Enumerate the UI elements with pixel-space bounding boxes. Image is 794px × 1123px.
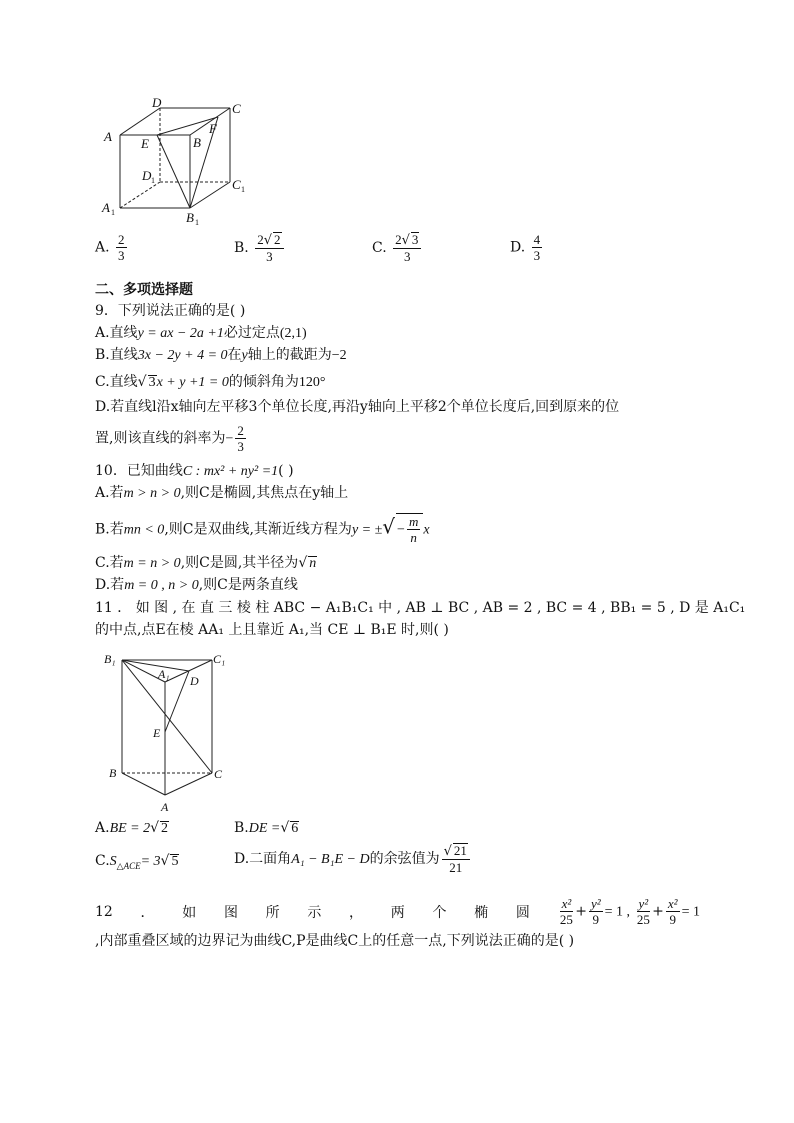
q11-option-c[interactable]: $C.S_{\triangle ACE}= 3√$ 5 <box>95 853 179 871</box>
label-E: E <box>141 136 149 151</box>
q10-stem: 10．已知曲线C : mx² + ny² =1( ) <box>95 463 294 479</box>
label-B1: B₁ <box>104 652 116 666</box>
prism-figure <box>100 645 240 815</box>
q11-option-a[interactable]: A.BE = 2√ 2 <box>95 820 169 836</box>
q9-option-d-line2[interactable]: 置,则该直线的斜率为− $\frac{2}{3}$ <box>95 423 244 454</box>
label-A1: A₁ <box>158 667 170 681</box>
q9-option-a[interactable]: A.直线y = ax − 2a +1必过定点(2,1) <box>95 325 307 341</box>
q9-stem: 9．下列说法正确的是( ) <box>95 303 246 319</box>
q8-option-a[interactable]: A. $\frac{2}{3}$ <box>95 232 125 263</box>
q10-option-c[interactable]: C.若m = n > 0,则C是圆,其半径为√ n <box>95 555 317 571</box>
label-D1: D <box>142 168 152 183</box>
svg-text:1: 1 <box>195 218 199 227</box>
q10-option-a[interactable]: A.若m > n > 0,则C是椭圆,其焦点在y轴上 <box>95 485 349 501</box>
q11-option-b[interactable]: B.DE =√ 6 <box>234 820 299 836</box>
label-D: D <box>152 95 162 110</box>
q10-option-d[interactable]: D.若m = 0 , n > 0,则C是两条直线 <box>95 577 298 593</box>
section-heading: 二、多项选择题 <box>95 282 193 298</box>
label-B: B <box>193 135 201 150</box>
ellipse-equations: $\frac{\text{x²}}{25}$ + $\frac{\text{y²}}{9}$ = 1 , $\frac{\text{y²}}{25}$ + $\frac{\text{x²}}{9}$ = 1 <box>559 896 700 927</box>
q9-option-c[interactable]: C.直线√ 3x + y +1 = 0的倾斜角为120° <box>95 374 326 390</box>
q8-option-d[interactable]: D. $\frac{4}{3}$ <box>510 232 541 263</box>
label-A1: A <box>102 200 110 215</box>
svg-text:1: 1 <box>111 208 115 217</box>
q9-option-b[interactable]: B.直线3x − 2y + 4 = 0在y轴上的截距为−2 <box>95 347 347 363</box>
label-A: A <box>104 129 112 144</box>
label-B1: B <box>186 210 194 225</box>
q11-stem-line2: 的中点,点E在棱 AA₁ 上且靠近 A₁,当 CE ⊥ B₁E 时,则( ) <box>95 622 449 638</box>
label-F: F <box>209 121 217 136</box>
label-C1: C <box>232 177 241 192</box>
label-C: C <box>214 767 223 781</box>
q8-option-b[interactable]: B. $\frac{2√ 2}{3}$ <box>234 232 286 264</box>
label-C1: C₁ <box>213 652 226 666</box>
q11-option-d[interactable]: D.二面角A₁ − B₁E − D的余弦值为 $\frac{√ 21}{21}$ <box>234 843 472 875</box>
cube-figure <box>95 95 255 230</box>
label-D: D <box>190 674 199 688</box>
q11-stem-line1: 11 ． 如 图 , 在 直 三 棱 柱 ABC − A₁B₁C₁ 中 , AB ⊥ BC , AB = 2 , BC = 4 , BB₁ = 5 , D 是 A₁C₁ <box>95 600 746 616</box>
label-A: A <box>161 800 169 814</box>
svg-text:1: 1 <box>151 176 155 185</box>
label-E: E <box>153 726 161 740</box>
q12-stem-line2: ,内部重叠区域的边界记为曲线C,P是曲线C上的任意一点,下列说法正确的是( ) <box>95 933 575 949</box>
q9-option-d-line1[interactable]: D.若直线l沿x轴向左平移3个单位长度,再沿y轴向上平移2个单位长度后,回到原来的位 <box>95 399 620 415</box>
q10-option-b[interactable]: B.若mn < 0,则C是双曲线,其渐近线方程为y = ±√ − $\frac{m}{n}$ x <box>95 514 430 545</box>
q12-stem-line1: 12 ． 如 图 所 示 ， 两 个 椭 圆 $\frac{\text{x²}}{25}$ + $\frac{\text{y²}}{9}$ = 1 , $\frac{\text{y²}}{25}$ + $\frac{\text{x²}}{9}$ = 1 <box>95 896 700 927</box>
q8-option-c[interactable]: C. $\frac{2√ 3}{3}$ <box>372 232 423 264</box>
svg-text:1: 1 <box>241 185 245 194</box>
label-C: C <box>232 101 241 116</box>
label-B: B <box>109 766 117 780</box>
